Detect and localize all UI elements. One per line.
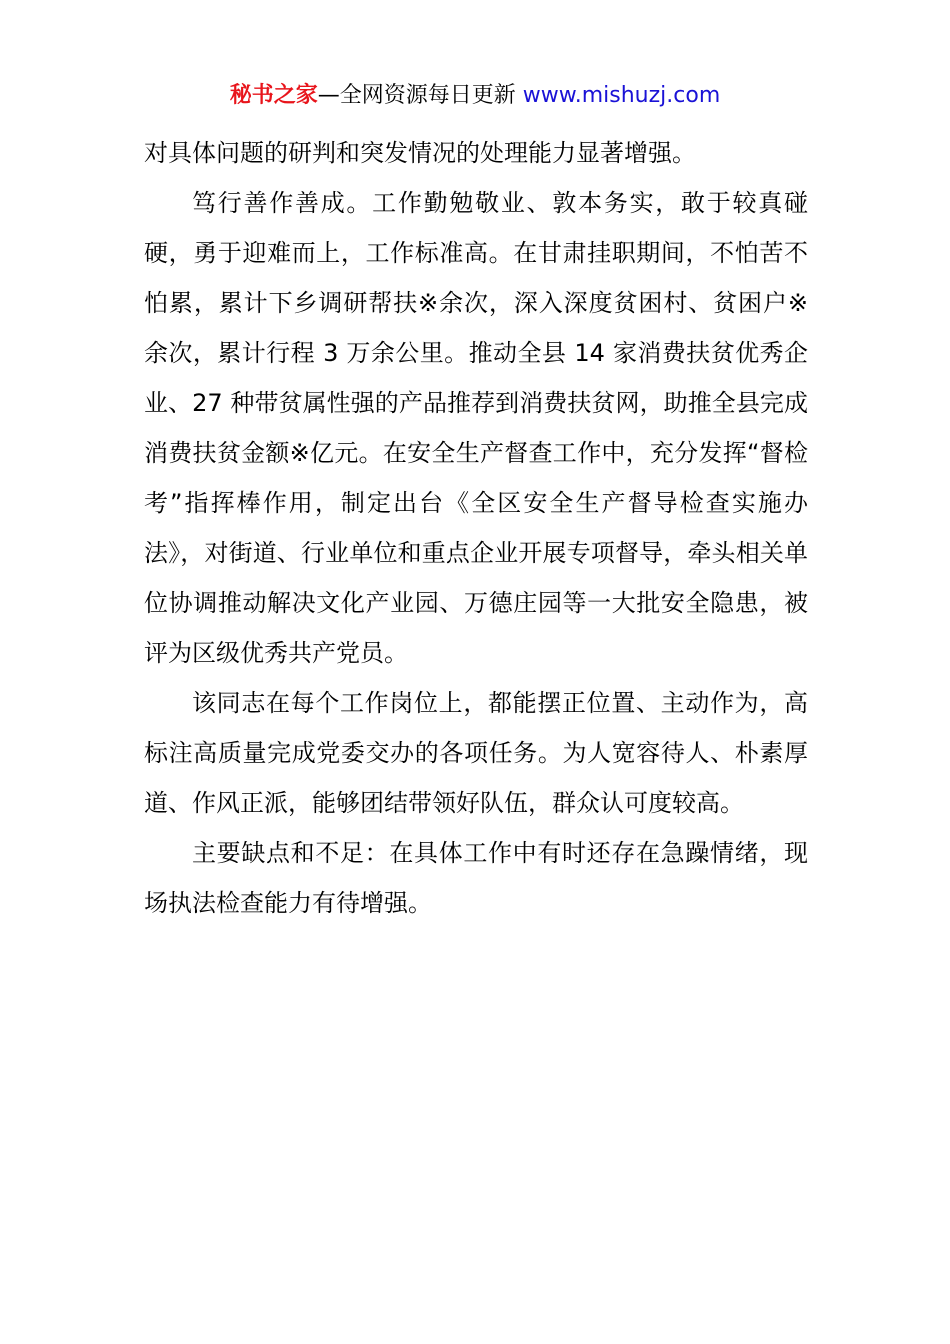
document-body [144, 128, 808, 928]
site-url-link[interactable]: www.mishuzj.com [522, 83, 721, 108]
page-header [0, 80, 950, 112]
header-tagline: —全网资源每日更新 [317, 83, 516, 108]
paragraph-continuation: 对具体问题的研判和突发情况的处理能力显著增强。 [144, 139, 696, 167]
paragraph-shortcomings: 主要缺点和不足：在具体工作中有时还存在急躁情绪，现场执法检查能力有待增强。 [144, 839, 808, 917]
paragraph-overall-evaluation: 该同志在每个工作岗位上，都能摆正位置、主动作为，高标注高质量完成党委交办的各项任务。为人宽容待人、朴素厚道、作风正派，能够团结带领好队伍，群众认可度较高。 [144, 689, 808, 817]
brand-name: 秘书之家 [229, 83, 318, 108]
paragraph-work-practice: 笃行善作善成。工作勤勉敬业、敦本务实，敢于较真碰硬，勇于迎难而上，工作标准高。在甘肃挂职期间，不怕苦不怕累，累计下乡调研帮扶※余次，深入深度贫困村、贫困户※余次，累计行程 3 万余公里。推动全县 14 家消费扶贫优秀企业、27 种带贫属性强的产品推荐到消费扶贫网，助推全县完成消费扶贫金额※亿元。在安全生产督查工作中，充分发挥“督检考”指挥棒作用，制定出台《全区安全生产督导检查实施办法》，对街道、行业单位和重点企业开展专项督导，牵头相关单位协调推动解决文化产业园、万德庄园等一大批安全隐患，被评为区级优秀共产党员。 [144, 189, 808, 667]
